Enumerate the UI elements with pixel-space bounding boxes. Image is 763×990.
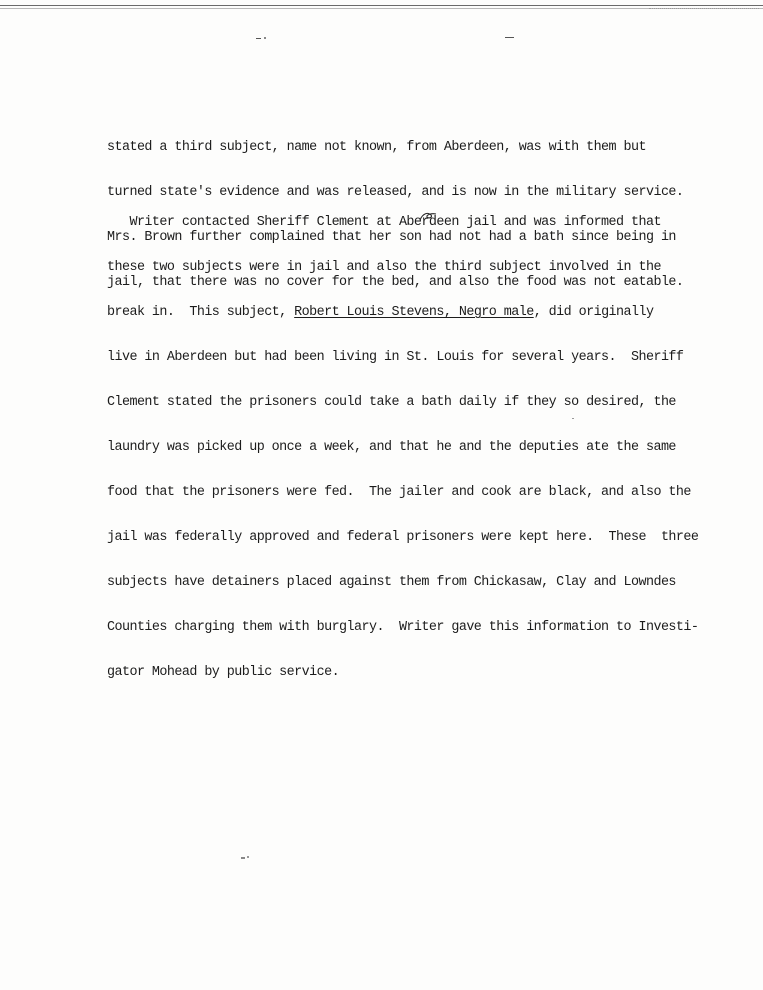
- paragraph-2-line: these two subjects were in jail and also the third subject involved in the: [107, 260, 661, 275]
- paragraph-2-line: food that the prisoners were fed. The jailer and cook are black, and also the: [107, 485, 691, 500]
- paragraph-2-line: live in Aberdeen but had been living in St. Louis for several years. Sheriff: [107, 350, 684, 365]
- scan-speck: [247, 856, 249, 858]
- paragraph-1-line: stated a third subject, name not known, from Aberdeen, was with them but: [107, 140, 646, 155]
- scan-speck: [505, 37, 514, 38]
- scan-speck: [256, 38, 261, 39]
- scan-speck: [264, 37, 266, 39]
- paragraph-2-line: Writer contacted Sheriff Clement at Aberdeen jail and was informed that: [107, 215, 661, 230]
- paragraph-2-line: subjects have detainers placed against them from Chickasaw, Clay and Lowndes: [107, 575, 676, 590]
- paragraph-2-line-3: [107, 305, 727, 320]
- underlined-subject-name: Robert Louis Stevens, Negro male: [294, 305, 534, 320]
- line-3-suffix: , did originally: [533, 305, 654, 320]
- paragraph-2-line: Counties charging them with burglary. Writer gave this information to Investi-: [107, 620, 699, 635]
- scan-speck: [241, 857, 245, 859]
- paragraph-1-line: turned state's evidence and was released, and is now in the military service.: [107, 185, 684, 200]
- paragraph-2: [107, 185, 727, 710]
- scan-corner-noise: [649, 0, 759, 9]
- paragraph-1-line: jail, that there was no cover for the bed, and also the food was not eatable.: [107, 275, 684, 290]
- paragraph-2-line: laundry was picked up once a week, and that he and the deputies ate the same: [107, 440, 676, 455]
- paragraph-2-line: gator Mohead by public service.: [107, 665, 340, 680]
- line-3-prefix: break in. This subject,: [107, 305, 295, 320]
- paragraph-1-line: Mrs. Brown further complained that her son had not had a bath since being in: [107, 230, 676, 245]
- paragraph-2-line: jail was federally approved and federal prisoners were kept here. These three: [107, 530, 699, 545]
- paragraph-2-line: Clement stated the prisoners could take a bath daily if they so desired, the: [107, 395, 676, 410]
- handwritten-correction-mark: [419, 211, 437, 221]
